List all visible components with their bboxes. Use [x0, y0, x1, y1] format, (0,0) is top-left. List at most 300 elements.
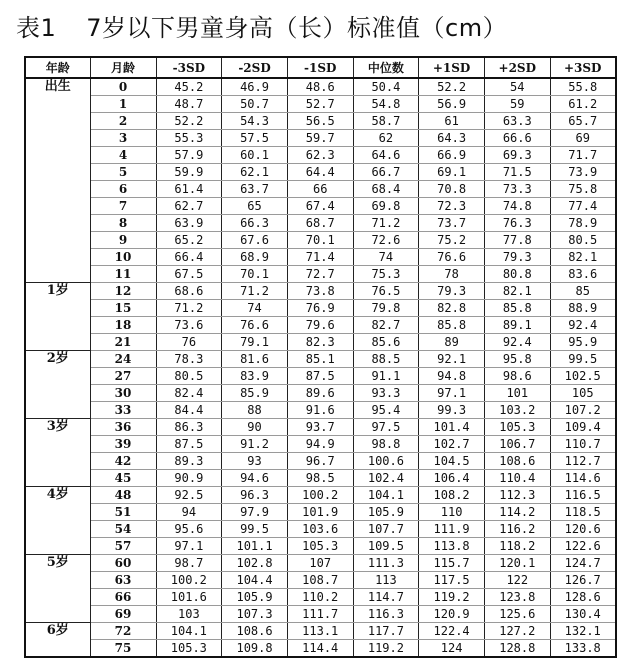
- table-row: [25, 215, 616, 232]
- month-age-cell: 7: [90, 198, 156, 215]
- month-age-cell: 36: [90, 419, 156, 436]
- age-group-cell: 2岁: [25, 351, 90, 368]
- minus-2sd-cell: 79.1: [222, 334, 288, 351]
- minus-3sd-cell: 57.9: [156, 147, 222, 164]
- plus-3sd-cell: 75.8: [550, 181, 616, 198]
- minus-1sd-cell: 67.4: [287, 198, 353, 215]
- table-body: [25, 78, 616, 657]
- minus-2sd-cell: 83.9: [222, 368, 288, 385]
- table-row: [25, 487, 616, 504]
- minus-2sd-cell: 102.8: [222, 555, 288, 572]
- plus-1sd-cell: 78: [419, 266, 485, 283]
- minus-1sd-cell: 105.3: [287, 538, 353, 555]
- age-group-cell: 6岁: [25, 623, 90, 640]
- month-age-cell: 30: [90, 385, 156, 402]
- median-cell: 74: [353, 249, 419, 266]
- month-age-cell: 54: [90, 521, 156, 538]
- age-group-cell: [25, 181, 90, 198]
- table-row: [25, 96, 616, 113]
- month-age-cell: 12: [90, 283, 156, 300]
- minus-3sd-cell: 59.9: [156, 164, 222, 181]
- table-row: [25, 317, 616, 334]
- month-age-cell: 39: [90, 436, 156, 453]
- month-age-cell: 66: [90, 589, 156, 606]
- table-row: [25, 113, 616, 130]
- minus-2sd-cell: 107.3: [222, 606, 288, 623]
- minus-3sd-cell: 48.7: [156, 96, 222, 113]
- plus-1sd-cell: 115.7: [419, 555, 485, 572]
- month-age-cell: 51: [90, 504, 156, 521]
- minus-3sd-cell: 84.4: [156, 402, 222, 419]
- median-cell: 113: [353, 572, 419, 589]
- age-group-cell: [25, 266, 90, 283]
- minus-3sd-cell: 63.9: [156, 215, 222, 232]
- age-group-cell: [25, 470, 90, 487]
- plus-3sd-cell: 114.6: [550, 470, 616, 487]
- median-cell: 100.6: [353, 453, 419, 470]
- month-age-cell: 0: [90, 78, 156, 96]
- median-cell: 76.5: [353, 283, 419, 300]
- minus-1sd-cell: 101.9: [287, 504, 353, 521]
- month-age-cell: 33: [90, 402, 156, 419]
- minus-3sd-cell: 101.6: [156, 589, 222, 606]
- age-group-cell: [25, 436, 90, 453]
- age-group-cell: [25, 572, 90, 589]
- plus-3sd-cell: 116.5: [550, 487, 616, 504]
- median-cell: 79.8: [353, 300, 419, 317]
- plus-2sd-cell: 92.4: [484, 334, 550, 351]
- plus-2sd-cell: 106.7: [484, 436, 550, 453]
- median-cell: 71.2: [353, 215, 419, 232]
- month-age-cell: 42: [90, 453, 156, 470]
- header-minus-1sd: -1SD: [287, 57, 353, 78]
- minus-3sd-cell: 55.3: [156, 130, 222, 147]
- minus-1sd-cell: 107: [287, 555, 353, 572]
- plus-1sd-cell: 124: [419, 640, 485, 658]
- minus-3sd-cell: 62.7: [156, 198, 222, 215]
- plus-1sd-cell: 75.2: [419, 232, 485, 249]
- table-header-row: [25, 57, 616, 78]
- minus-2sd-cell: 81.6: [222, 351, 288, 368]
- header-median: 中位数: [353, 57, 419, 78]
- minus-2sd-cell: 71.2: [222, 283, 288, 300]
- table-row: [25, 606, 616, 623]
- minus-3sd-cell: 76: [156, 334, 222, 351]
- plus-3sd-cell: 88.9: [550, 300, 616, 317]
- table-row: [25, 283, 616, 300]
- median-cell: 93.3: [353, 385, 419, 402]
- median-cell: 102.4: [353, 470, 419, 487]
- header-plus-1sd: +1SD: [419, 57, 485, 78]
- table-row: [25, 181, 616, 198]
- age-group-cell: [25, 300, 90, 317]
- plus-3sd-cell: 102.5: [550, 368, 616, 385]
- minus-1sd-cell: 66: [287, 181, 353, 198]
- plus-1sd-cell: 106.4: [419, 470, 485, 487]
- plus-1sd-cell: 101.4: [419, 419, 485, 436]
- table-row: [25, 640, 616, 658]
- minus-2sd-cell: 65: [222, 198, 288, 215]
- table-row: [25, 266, 616, 283]
- table-row: [25, 470, 616, 487]
- plus-3sd-cell: 105: [550, 385, 616, 402]
- plus-2sd-cell: 112.3: [484, 487, 550, 504]
- page-title: [16, 8, 507, 43]
- plus-2sd-cell: 59: [484, 96, 550, 113]
- age-group-cell: [25, 96, 90, 113]
- age-group-cell: [25, 453, 90, 470]
- median-cell: 104.1: [353, 487, 419, 504]
- plus-1sd-cell: 85.8: [419, 317, 485, 334]
- minus-3sd-cell: 82.4: [156, 385, 222, 402]
- plus-1sd-cell: 110: [419, 504, 485, 521]
- table-number: 表1: [16, 14, 57, 42]
- minus-3sd-cell: 80.5: [156, 368, 222, 385]
- plus-2sd-cell: 123.8: [484, 589, 550, 606]
- minus-2sd-cell: 67.6: [222, 232, 288, 249]
- month-age-cell: 18: [90, 317, 156, 334]
- minus-3sd-cell: 65.2: [156, 232, 222, 249]
- plus-1sd-cell: 82.8: [419, 300, 485, 317]
- plus-3sd-cell: 83.6: [550, 266, 616, 283]
- minus-1sd-cell: 98.5: [287, 470, 353, 487]
- plus-1sd-cell: 92.1: [419, 351, 485, 368]
- table-row: [25, 130, 616, 147]
- month-age-cell: 24: [90, 351, 156, 368]
- month-age-cell: 27: [90, 368, 156, 385]
- minus-1sd-cell: 79.6: [287, 317, 353, 334]
- age-group-cell: [25, 317, 90, 334]
- plus-1sd-cell: 97.1: [419, 385, 485, 402]
- header-minus-2sd: -2SD: [222, 57, 288, 78]
- header-minus-3sd: -3SD: [156, 57, 222, 78]
- median-cell: 58.7: [353, 113, 419, 130]
- minus-1sd-cell: 108.7: [287, 572, 353, 589]
- plus-1sd-cell: 66.9: [419, 147, 485, 164]
- minus-1sd-cell: 56.5: [287, 113, 353, 130]
- minus-2sd-cell: 88: [222, 402, 288, 419]
- plus-3sd-cell: 85: [550, 283, 616, 300]
- minus-1sd-cell: 111.7: [287, 606, 353, 623]
- minus-2sd-cell: 62.1: [222, 164, 288, 181]
- height-standard-table: [24, 56, 617, 658]
- month-age-cell: 57: [90, 538, 156, 555]
- minus-2sd-cell: 66.3: [222, 215, 288, 232]
- plus-2sd-cell: 63.3: [484, 113, 550, 130]
- month-age-cell: 9: [90, 232, 156, 249]
- plus-1sd-cell: 120.9: [419, 606, 485, 623]
- table-row: [25, 453, 616, 470]
- plus-1sd-cell: 69.1: [419, 164, 485, 181]
- header-plus-2sd: +2SD: [484, 57, 550, 78]
- plus-1sd-cell: 89: [419, 334, 485, 351]
- month-age-cell: 8: [90, 215, 156, 232]
- plus-3sd-cell: 109.4: [550, 419, 616, 436]
- minus-2sd-cell: 63.7: [222, 181, 288, 198]
- minus-1sd-cell: 52.7: [287, 96, 353, 113]
- month-age-cell: 6: [90, 181, 156, 198]
- minus-3sd-cell: 100.2: [156, 572, 222, 589]
- table-row: [25, 402, 616, 419]
- plus-1sd-cell: 117.5: [419, 572, 485, 589]
- month-age-cell: 75: [90, 640, 156, 658]
- age-group-cell: 3岁: [25, 419, 90, 436]
- plus-1sd-cell: 102.7: [419, 436, 485, 453]
- plus-2sd-cell: 76.3: [484, 215, 550, 232]
- minus-2sd-cell: 90: [222, 419, 288, 436]
- month-age-cell: 3: [90, 130, 156, 147]
- plus-2sd-cell: 71.5: [484, 164, 550, 181]
- month-age-cell: 4: [90, 147, 156, 164]
- plus-1sd-cell: 99.3: [419, 402, 485, 419]
- plus-2sd-cell: 73.3: [484, 181, 550, 198]
- minus-3sd-cell: 87.5: [156, 436, 222, 453]
- plus-3sd-cell: 133.8: [550, 640, 616, 658]
- plus-1sd-cell: 108.2: [419, 487, 485, 504]
- month-age-cell: 63: [90, 572, 156, 589]
- plus-3sd-cell: 92.4: [550, 317, 616, 334]
- minus-1sd-cell: 82.3: [287, 334, 353, 351]
- minus-2sd-cell: 70.1: [222, 266, 288, 283]
- minus-2sd-cell: 68.9: [222, 249, 288, 266]
- median-cell: 88.5: [353, 351, 419, 368]
- plus-3sd-cell: 124.7: [550, 555, 616, 572]
- month-age-cell: 5: [90, 164, 156, 181]
- plus-2sd-cell: 118.2: [484, 538, 550, 555]
- plus-3sd-cell: 130.4: [550, 606, 616, 623]
- table-row: [25, 351, 616, 368]
- minus-2sd-cell: 108.6: [222, 623, 288, 640]
- plus-3sd-cell: 80.5: [550, 232, 616, 249]
- minus-1sd-cell: 85.1: [287, 351, 353, 368]
- minus-1sd-cell: 87.5: [287, 368, 353, 385]
- median-cell: 68.4: [353, 181, 419, 198]
- median-cell: 109.5: [353, 538, 419, 555]
- plus-2sd-cell: 116.2: [484, 521, 550, 538]
- minus-3sd-cell: 104.1: [156, 623, 222, 640]
- plus-1sd-cell: 119.2: [419, 589, 485, 606]
- plus-2sd-cell: 128.8: [484, 640, 550, 658]
- table-row: [25, 623, 616, 640]
- median-cell: 107.7: [353, 521, 419, 538]
- month-age-cell: 72: [90, 623, 156, 640]
- minus-3sd-cell: 86.3: [156, 419, 222, 436]
- age-group-cell: 4岁: [25, 487, 90, 504]
- plus-2sd-cell: 69.3: [484, 147, 550, 164]
- month-age-cell: 60: [90, 555, 156, 572]
- table-row: [25, 538, 616, 555]
- table-row: [25, 232, 616, 249]
- table-row: [25, 147, 616, 164]
- plus-2sd-cell: 122: [484, 572, 550, 589]
- plus-1sd-cell: 64.3: [419, 130, 485, 147]
- table-row: [25, 78, 616, 96]
- plus-1sd-cell: 113.8: [419, 538, 485, 555]
- minus-1sd-cell: 68.7: [287, 215, 353, 232]
- plus-3sd-cell: 77.4: [550, 198, 616, 215]
- age-group-cell: [25, 215, 90, 232]
- table-title-text: 7岁以下男童身高（长）标准值（cm）: [86, 14, 508, 42]
- month-age-cell: 2: [90, 113, 156, 130]
- plus-1sd-cell: 61: [419, 113, 485, 130]
- plus-2sd-cell: 108.6: [484, 453, 550, 470]
- plus-3sd-cell: 122.6: [550, 538, 616, 555]
- plus-3sd-cell: 65.7: [550, 113, 616, 130]
- plus-1sd-cell: 104.5: [419, 453, 485, 470]
- median-cell: 95.4: [353, 402, 419, 419]
- age-group-cell: [25, 130, 90, 147]
- minus-2sd-cell: 96.3: [222, 487, 288, 504]
- age-group-cell: [25, 521, 90, 538]
- minus-2sd-cell: 109.8: [222, 640, 288, 658]
- plus-3sd-cell: 73.9: [550, 164, 616, 181]
- median-cell: 75.3: [353, 266, 419, 283]
- minus-1sd-cell: 110.2: [287, 589, 353, 606]
- minus-3sd-cell: 95.6: [156, 521, 222, 538]
- minus-2sd-cell: 99.5: [222, 521, 288, 538]
- minus-3sd-cell: 97.1: [156, 538, 222, 555]
- table-row: [25, 198, 616, 215]
- minus-1sd-cell: 113.1: [287, 623, 353, 640]
- median-cell: 111.3: [353, 555, 419, 572]
- age-group-cell: 1岁: [25, 283, 90, 300]
- plus-3sd-cell: 112.7: [550, 453, 616, 470]
- plus-2sd-cell: 80.8: [484, 266, 550, 283]
- month-age-cell: 45: [90, 470, 156, 487]
- median-cell: 116.3: [353, 606, 419, 623]
- minus-3sd-cell: 71.2: [156, 300, 222, 317]
- age-group-cell: [25, 334, 90, 351]
- median-cell: 114.7: [353, 589, 419, 606]
- plus-2sd-cell: 101: [484, 385, 550, 402]
- age-group-cell: [25, 640, 90, 658]
- minus-2sd-cell: 94.6: [222, 470, 288, 487]
- age-group-cell: [25, 589, 90, 606]
- minus-1sd-cell: 70.1: [287, 232, 353, 249]
- age-group-cell: 出生: [25, 78, 90, 96]
- height-standard-table-container: [24, 56, 615, 658]
- minus-2sd-cell: 97.9: [222, 504, 288, 521]
- month-age-cell: 69: [90, 606, 156, 623]
- plus-3sd-cell: 128.6: [550, 589, 616, 606]
- age-group-cell: [25, 198, 90, 215]
- plus-1sd-cell: 111.9: [419, 521, 485, 538]
- age-group-cell: [25, 606, 90, 623]
- age-group-cell: [25, 164, 90, 181]
- minus-2sd-cell: 104.4: [222, 572, 288, 589]
- month-age-cell: 1: [90, 96, 156, 113]
- plus-1sd-cell: 79.3: [419, 283, 485, 300]
- plus-2sd-cell: 98.6: [484, 368, 550, 385]
- minus-3sd-cell: 98.7: [156, 555, 222, 572]
- plus-3sd-cell: 55.8: [550, 78, 616, 96]
- minus-1sd-cell: 59.7: [287, 130, 353, 147]
- age-group-cell: [25, 232, 90, 249]
- table-row: [25, 555, 616, 572]
- plus-3sd-cell: 107.2: [550, 402, 616, 419]
- median-cell: 72.6: [353, 232, 419, 249]
- minus-3sd-cell: 92.5: [156, 487, 222, 504]
- age-group-cell: [25, 147, 90, 164]
- plus-1sd-cell: 76.6: [419, 249, 485, 266]
- plus-1sd-cell: 122.4: [419, 623, 485, 640]
- age-group-cell: [25, 538, 90, 555]
- median-cell: 105.9: [353, 504, 419, 521]
- plus-2sd-cell: 125.6: [484, 606, 550, 623]
- plus-3sd-cell: 132.1: [550, 623, 616, 640]
- plus-3sd-cell: 120.6: [550, 521, 616, 538]
- plus-2sd-cell: 120.1: [484, 555, 550, 572]
- median-cell: 64.6: [353, 147, 419, 164]
- plus-3sd-cell: 61.2: [550, 96, 616, 113]
- minus-3sd-cell: 89.3: [156, 453, 222, 470]
- median-cell: 69.8: [353, 198, 419, 215]
- minus-3sd-cell: 52.2: [156, 113, 222, 130]
- minus-2sd-cell: 60.1: [222, 147, 288, 164]
- minus-3sd-cell: 94: [156, 504, 222, 521]
- plus-3sd-cell: 95.9: [550, 334, 616, 351]
- plus-2sd-cell: 54: [484, 78, 550, 96]
- plus-2sd-cell: 103.2: [484, 402, 550, 419]
- plus-2sd-cell: 127.2: [484, 623, 550, 640]
- minus-1sd-cell: 73.8: [287, 283, 353, 300]
- minus-3sd-cell: 61.4: [156, 181, 222, 198]
- plus-3sd-cell: 110.7: [550, 436, 616, 453]
- median-cell: 50.4: [353, 78, 419, 96]
- minus-3sd-cell: 105.3: [156, 640, 222, 658]
- table-row: [25, 504, 616, 521]
- age-group-cell: [25, 113, 90, 130]
- table-row: [25, 572, 616, 589]
- plus-2sd-cell: 74.8: [484, 198, 550, 215]
- plus-1sd-cell: 72.3: [419, 198, 485, 215]
- minus-2sd-cell: 50.7: [222, 96, 288, 113]
- plus-3sd-cell: 78.9: [550, 215, 616, 232]
- age-group-cell: [25, 385, 90, 402]
- plus-2sd-cell: 79.3: [484, 249, 550, 266]
- median-cell: 62: [353, 130, 419, 147]
- median-cell: 82.7: [353, 317, 419, 334]
- median-cell: 66.7: [353, 164, 419, 181]
- minus-2sd-cell: 74: [222, 300, 288, 317]
- minus-1sd-cell: 89.6: [287, 385, 353, 402]
- plus-2sd-cell: 89.1: [484, 317, 550, 334]
- age-group-cell: [25, 402, 90, 419]
- table-row: [25, 419, 616, 436]
- plus-1sd-cell: 94.8: [419, 368, 485, 385]
- plus-1sd-cell: 73.7: [419, 215, 485, 232]
- minus-1sd-cell: 114.4: [287, 640, 353, 658]
- plus-3sd-cell: 99.5: [550, 351, 616, 368]
- minus-2sd-cell: 101.1: [222, 538, 288, 555]
- plus-2sd-cell: 95.8: [484, 351, 550, 368]
- median-cell: 97.5: [353, 419, 419, 436]
- minus-3sd-cell: 45.2: [156, 78, 222, 96]
- age-group-cell: 5岁: [25, 555, 90, 572]
- plus-2sd-cell: 105.3: [484, 419, 550, 436]
- minus-2sd-cell: 105.9: [222, 589, 288, 606]
- plus-1sd-cell: 52.2: [419, 78, 485, 96]
- minus-1sd-cell: 71.4: [287, 249, 353, 266]
- age-group-cell: [25, 368, 90, 385]
- plus-1sd-cell: 70.8: [419, 181, 485, 198]
- median-cell: 85.6: [353, 334, 419, 351]
- header-age: 年龄: [25, 57, 90, 78]
- minus-3sd-cell: 67.5: [156, 266, 222, 283]
- table-row: [25, 368, 616, 385]
- minus-1sd-cell: 100.2: [287, 487, 353, 504]
- minus-2sd-cell: 91.2: [222, 436, 288, 453]
